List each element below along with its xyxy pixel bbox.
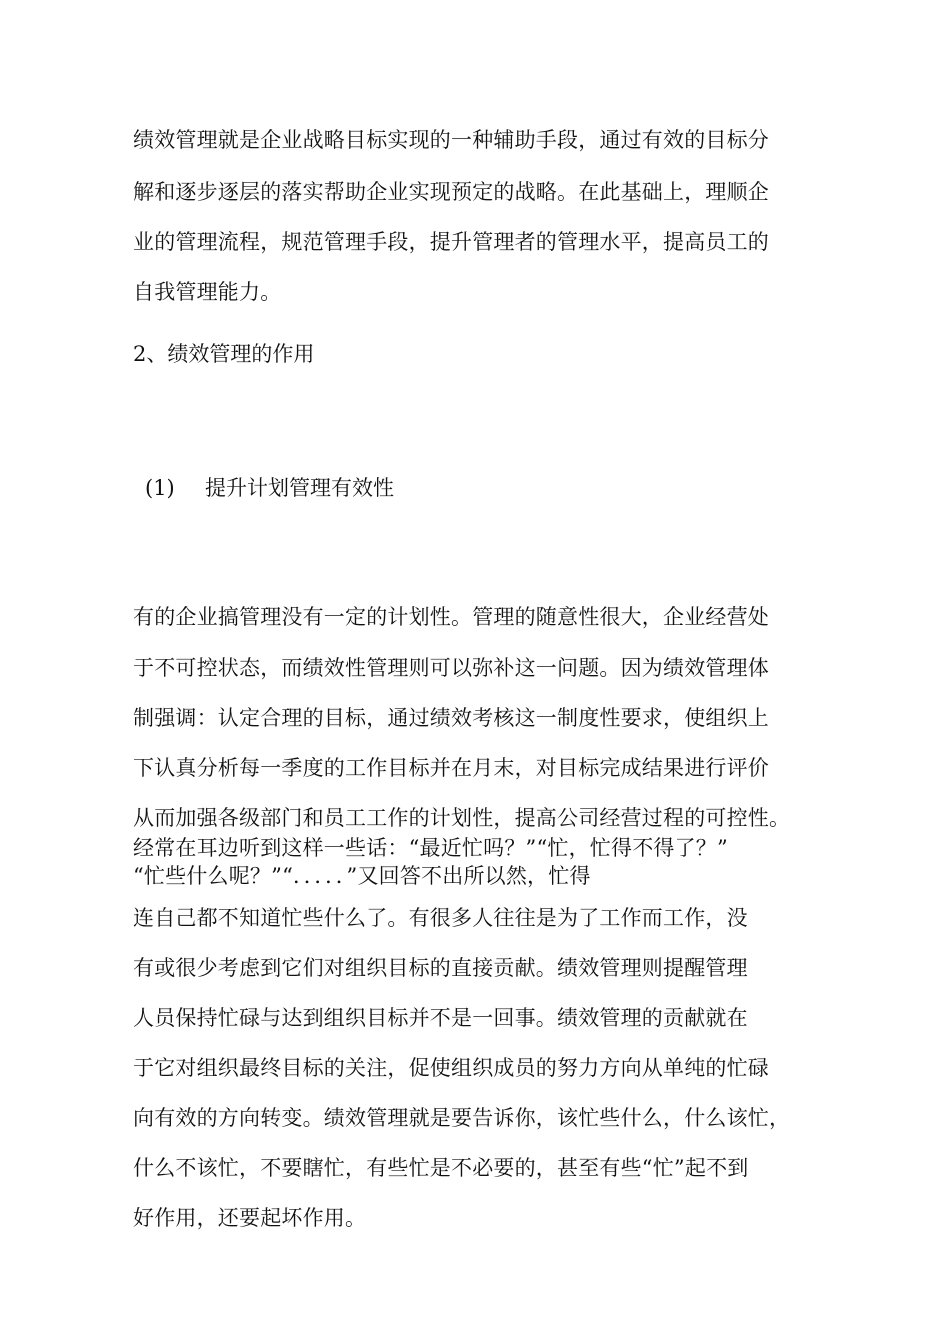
subsection-title: 提升计划管理有效性	[205, 476, 394, 500]
paragraph-2-line: 于它对组织最终目标的关注，促使组织成员的努力方向从单纯的忙碌	[133, 1056, 769, 1080]
paragraph-1-line: 业的管理流程，规范管理手段，提升管理者的管理水平，提高员工的	[133, 230, 769, 254]
subsection-heading	[145, 474, 394, 502]
paragraph-2-line: 人员保持忙碌与达到组织目标并不是一回事。绩效管理的贡献就在	[133, 1006, 748, 1030]
paragraph-1-line: 解和逐步逐层的落实帮助企业实现预定的战略。在此基础上，理顺企	[133, 180, 769, 204]
paragraph-2-line: 有的企业搞管理没有一定的计划性。管理的随意性很大，企业经营处	[133, 605, 769, 629]
paragraph-2-line: 有或很少考虑到它们对组织目标的直接贡献。绩效管理则提醒管理	[133, 956, 748, 980]
paragraph-1-line: 自我管理能力。	[133, 280, 282, 304]
paragraph-2-line: 经常在耳边听到这样一些话：“最近忙吗？”“忙，忙得不得了？”	[133, 836, 728, 860]
paragraph-2-line: 什么不该忙，不要瞎忙，有些忙是不必要的，甚至有些“忙”起不到	[133, 1156, 749, 1180]
paragraph-2-line: 好作用，还要起坏作用。	[133, 1206, 367, 1230]
paragraph-2-line: 连自己都不知道忙些什么了。有很多人往往是为了工作而工作，没	[133, 906, 748, 930]
section-heading: 2、绩效管理的作用	[133, 342, 315, 366]
paragraph-2-line: “忙些什么呢？”“．．．．．”又回答不出所以然，忙得	[133, 864, 591, 888]
paragraph-2-line: 制强调：认定合理的目标，通过绩效考核这一制度性要求，使组织上	[133, 706, 769, 730]
subsection-number: (1)	[145, 476, 175, 500]
paragraph-2-line: 从而加强各级部门和员工工作的计划性，提高公司经营过程的可控性。	[133, 806, 791, 830]
paragraph-2-line: 于不可控状态，而绩效性管理则可以弥补这一问题。因为绩效管理体	[133, 656, 769, 680]
paragraph-1-line: 绩效管理就是企业战略目标实现的一种辅助手段，通过有效的目标分	[133, 128, 769, 152]
paragraph-2-line: 向有效的方向转变。绩效管理就是要告诉你，该忙些什么，什么该忙，	[133, 1106, 791, 1130]
paragraph-2-line: 下认真分析每一季度的工作目标并在月末，对目标完成结果进行评价	[133, 756, 769, 780]
